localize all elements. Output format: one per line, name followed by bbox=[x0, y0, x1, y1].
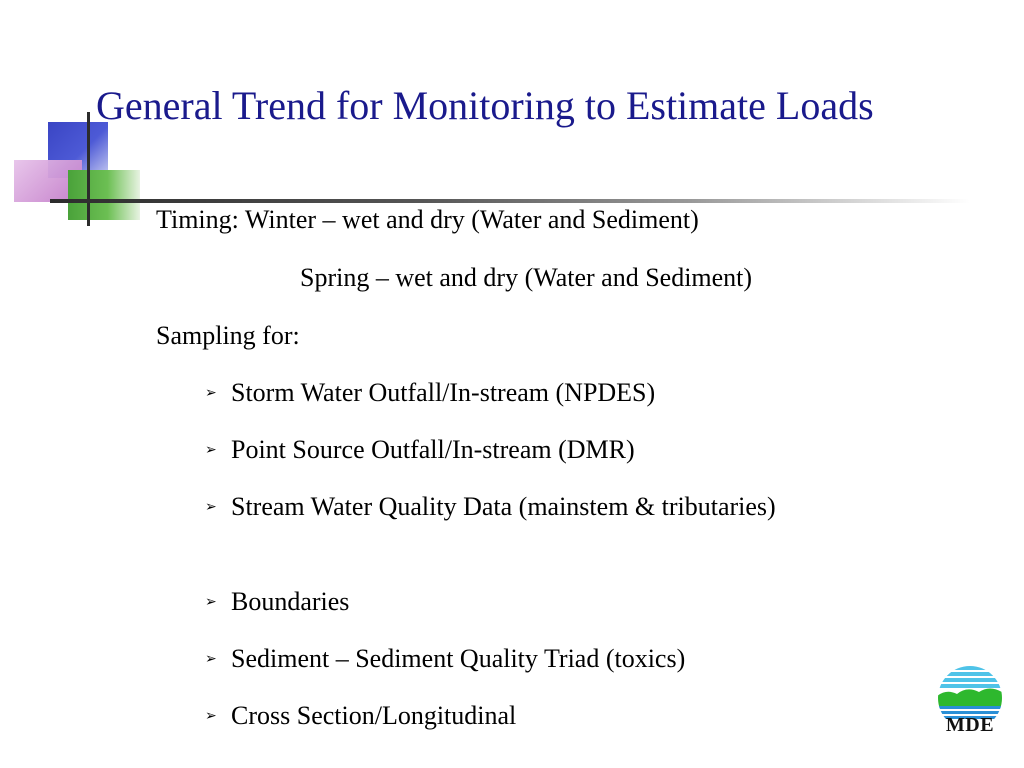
arrow-right-icon: ➢ bbox=[205, 594, 217, 610]
list-item bbox=[205, 491, 825, 523]
title-divider-line bbox=[50, 199, 970, 203]
timing-line-winter: Timing: Winter – wet and dry (Water and Sediment) bbox=[156, 205, 699, 234]
bullet-text: Point Source Outfall/In-stream (DMR) bbox=[231, 435, 635, 464]
slide-title: General Trend for Monitoring to Estimate Loads bbox=[96, 83, 874, 128]
arrow-right-icon: ➢ bbox=[205, 499, 217, 515]
decor-green-square bbox=[68, 170, 140, 220]
decor-vertical-line bbox=[87, 112, 90, 226]
arrow-right-icon: ➢ bbox=[205, 385, 217, 401]
list-item bbox=[205, 377, 825, 409]
arrow-right-icon: ➢ bbox=[205, 708, 217, 724]
arrow-right-icon: ➢ bbox=[205, 651, 217, 667]
bullet-text: Cross Section/Longitudinal bbox=[231, 701, 517, 730]
list-item bbox=[205, 434, 825, 466]
bullet-text: Boundaries bbox=[231, 587, 350, 616]
sampling-heading: Sampling for: bbox=[156, 321, 300, 350]
bullet-text: Sediment – Sediment Quality Triad (toxics) bbox=[231, 644, 686, 673]
list-item bbox=[205, 586, 825, 618]
bullet-text: Stream Water Quality Data (mainstem & tributaries) bbox=[231, 492, 776, 521]
timing-line-spring: Spring – wet and dry (Water and Sediment) bbox=[300, 263, 753, 292]
list-item bbox=[205, 700, 825, 732]
arrow-right-icon: ➢ bbox=[205, 442, 217, 458]
list-item bbox=[205, 643, 825, 675]
bullet-text: Storm Water Outfall/In-stream (NPDES) bbox=[231, 378, 656, 407]
mde-logo-text: MDE bbox=[945, 714, 995, 736]
mde-logo bbox=[935, 664, 1005, 744]
mde-logo-emblem bbox=[935, 664, 1005, 720]
